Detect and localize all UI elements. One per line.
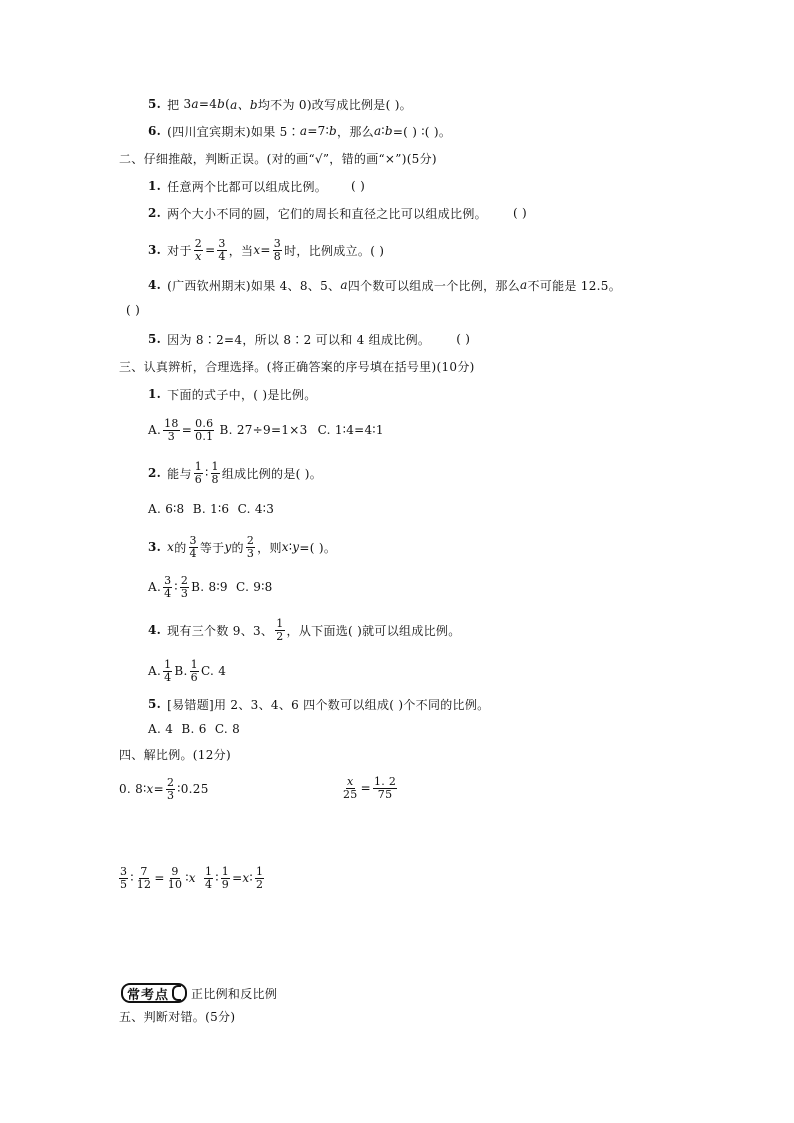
question-2-4-blank[interactable]: ( ) (126, 303, 141, 317)
fraction: $\frac{2}{3}$ (246, 533, 255, 560)
question-3-4-options: A. $\frac{1}{4}$ B. $\frac{1}{6}$ C. 4 (148, 657, 227, 684)
question-2-4: 4. (广西钦州期末)如果 4、8、5、 a 四个数可以组成一个比例，那么 a 不可能是 12.5。 (148, 278, 622, 293)
equation-2: $\frac{x}{25}$ = $\frac{1. 2}{75}$ (343, 774, 397, 801)
section-heading-3: 三、认真辨析，合理选择。(将正确答案的序号填在括号里)(10分) (119, 359, 475, 374)
equation-3: $\frac{3}{5}$ ∶ $\frac{7}{12}$ = $\frac{9}{10}$ ∶ x (120, 864, 196, 891)
fraction: $\frac{7}{12}$ (136, 864, 152, 891)
key-point-row: 常考点 正比例和反比例 (121, 982, 277, 1004)
question-3-3: 3. x 的 $\frac{3}{4}$ 等于 y 的 $\frac{2}{3}$ ，则 x ∶ y =( )。 (148, 533, 337, 560)
question-3-3-options: A. $\frac{3}{4}$ ∶ $\frac{2}{3}$ B. 8∶9 C. 9∶8 (148, 573, 273, 600)
question-3-2: 2. 能与 $\frac{1}{6}$ ∶ $\frac{1}{8}$ 组成比例的是( )。 (148, 459, 322, 486)
fraction: $\frac{3}{4}$ (218, 236, 226, 263)
question-3-1-options: A. $\frac{18}{3}$ = $\frac{0.6}{0.1}$ B. 27÷9=1×3 C. 1∶4=4∶1 (148, 416, 384, 443)
fraction: $\frac{1}{6}$ (194, 459, 203, 486)
fraction: $\frac{3}{5}$ (120, 864, 128, 891)
question-3-1: 1. 下面的式子中，( )是比例。 (148, 387, 317, 402)
answer-blank[interactable]: ( ) (456, 332, 471, 346)
question-3-5-options: A. 4 B. 6 C. 8 (148, 722, 241, 736)
fraction: $\frac{1}{8}$ (211, 459, 219, 486)
fraction: $\frac{1}{2}$ (276, 616, 284, 643)
fraction: $\frac{1}{4}$ (164, 657, 172, 684)
fraction: $\frac{3}{8}$ (273, 236, 282, 263)
section-heading-4: 四、解比例。(12分) (119, 747, 231, 762)
section-heading-5: 五、判断对错。(5分) (119, 1009, 236, 1024)
answer-blank[interactable]: ( ) (512, 206, 528, 220)
fraction: $\frac{x}{25}$ (343, 774, 358, 801)
question-1-6: 6. (四川宜宾期末)如果 5∶ a =7∶ b ，那么 a ∶ b =( ) ∶( )。 (148, 124, 452, 139)
equation-1: 0. 8∶ x = $\frac{2}{3}$ ∶0.25 (119, 775, 209, 802)
fraction: $\frac{18}{3}$ (164, 416, 179, 443)
section-heading-2: 二、仔细推敲，判断正误。(对的画“√”，错的画“×”)(5分) (119, 151, 437, 166)
question-2-3: 3. 对于 $\frac{2}{x}$ = $\frac{3}{4}$ ，当 x = $\frac{3}{8}$ 时，比例成立。( ) (148, 236, 385, 263)
question-3-5: 5. [易错题]用 2、3、4、6 四个数可以组成( )个不同的比例。 (148, 697, 490, 712)
fraction: $\frac{3}{4}$ (164, 573, 172, 600)
key-point-badge: 常考点 (121, 983, 187, 1003)
question-2-5: 5. 因为 8∶2=4，所以 8∶2 可以和 4 组成比例。 ( ) (148, 332, 471, 347)
fraction: $\frac{2}{3}$ (166, 775, 175, 802)
fraction: $\frac{1}{6}$ (190, 657, 198, 684)
fraction: $\frac{2}{3}$ (180, 573, 189, 600)
fraction: $\frac{3}{4}$ (189, 533, 197, 560)
badge-tab-icon (172, 985, 181, 1001)
question-2-1: 1. 任意两个比都可以组成比例。 ( ) (148, 179, 366, 194)
fraction: $\frac{1}{9}$ (221, 864, 230, 891)
fraction: $\frac{9}{10}$ (167, 864, 183, 891)
fraction: $\frac{1}{4}$ (205, 864, 213, 891)
answer-blank[interactable]: ( ) (351, 179, 366, 193)
question-1-5: 5. 把 3 a =4 b ( a、b 均不为 0)改写成比例是( )。 (148, 97, 412, 112)
fraction: $\frac{1}{2}$ (255, 864, 264, 891)
fraction: $\frac{0.6}{0.1}$ (195, 416, 214, 443)
fraction: $\frac{2}{x}$ (194, 236, 203, 263)
equation-4: $\frac{1}{4}$ ∶ $\frac{1}{9}$ = x ∶ $\frac{1}{2}$ (205, 864, 264, 891)
question-3-2-options: A. 6∶8 B. 1∶6 C. 4∶3 (148, 502, 275, 516)
fraction: $\frac{1. 2}{75}$ (373, 774, 397, 801)
question-2-2: 2. 两个大小不同的圆，它们的周长和直径之比可以组成比例。 ( ) (148, 206, 528, 221)
question-3-4: 4. 现有三个数 9、3、 $\frac{1}{2}$ ，从下面选( )就可以组成比例。 (148, 616, 461, 643)
